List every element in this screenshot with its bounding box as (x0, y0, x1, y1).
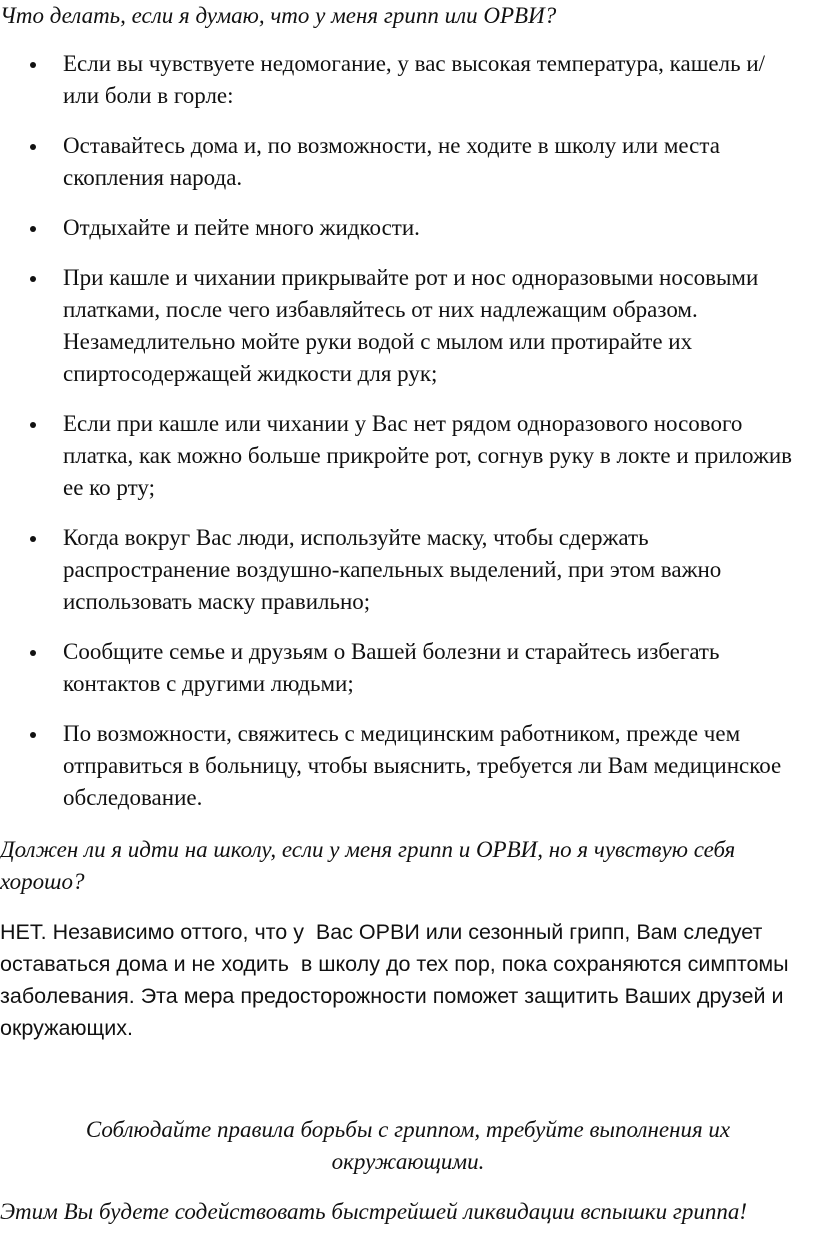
list-item-text: По возможности, свяжитесь с медицинским работником, прежде чем отправиться в больницу, чтобы выяснить, требуется ли Вам медицинское обследование. (63, 721, 782, 810)
list-item-text: При кашле и чихании прикрывайте рот и нос одноразовыми носовыми платками, после чего избавляйтесь от них надлежащим образом. Незамедлительно мойте руки водой с мылом или протирайте их спиртосодержащей жидкости для рук; (63, 265, 759, 386)
list-item-text: Оставайтесь дома и, по возможности, не ходите в школу или места скопления народа. (63, 133, 720, 190)
closing-note: Соблюдайте правила борьбы с гриппом, требуйте выполнения их окружающими. (85, 1117, 731, 1174)
list-item (0, 636, 793, 700)
list-item (0, 522, 793, 618)
answer-paragraph: НЕТ. Независимо оттого, что у Вас ОРВИ или сезонный грипп, Вам следует оставаться дома и не ходить в школу до тех пор, пока сохраняются симптомы заболевания. Эта мера предосторожности поможет защитить Ваших друзей и окружающих. (0, 920, 795, 1040)
list-item-text: Если вы чувствуете недомогание, у вас высокая температура, кашель и/или боли в горле: (63, 51, 766, 108)
bullet-dot-icon (30, 226, 36, 232)
list-item-text: Отдыхайте и пейте много жидкости. (63, 215, 420, 240)
list-item (0, 408, 793, 504)
bullet-dot-icon (30, 422, 36, 428)
bullet-dot-icon (30, 650, 36, 656)
list-item (0, 48, 793, 112)
list-item-text: Сообщите семье и друзьям о Вашей болезни и старайтесь избегать контактов с другими людьми; (63, 639, 720, 696)
list-item (0, 212, 793, 244)
bullet-dot-icon (30, 144, 36, 150)
question-should-i-go-to-school: Должен ли я идти на школу, если у меня грипп и ОРВИ, но я чувствую себя хорошо? (0, 837, 736, 894)
list-item-text: Когда вокруг Вас люди, используйте маску, чтобы сдержать распространение воздушно-капельных выделений, при этом важно использовать маску правильно; (63, 525, 722, 614)
bullet-dot-icon (30, 536, 36, 542)
final-note: Этим Вы будете содействовать быстрейшей ликвидации вспышки гриппа! (0, 1199, 747, 1224)
list-item (0, 262, 793, 390)
list-item (0, 130, 793, 194)
advice-list (0, 48, 816, 814)
bullet-dot-icon (30, 276, 36, 282)
list-item (0, 718, 793, 814)
bullet-dot-icon (30, 62, 36, 68)
question-what-to-do: Что делать, если я думаю, что у меня грипп или ОРВИ? (0, 3, 557, 28)
list-item-text: Если при кашле или чихании у Вас нет рядом одноразового носового платка, как можно больше прикройте рот, согнув руку в локте и приложив ее ко рту; (63, 411, 793, 500)
bullet-dot-icon (30, 732, 36, 738)
